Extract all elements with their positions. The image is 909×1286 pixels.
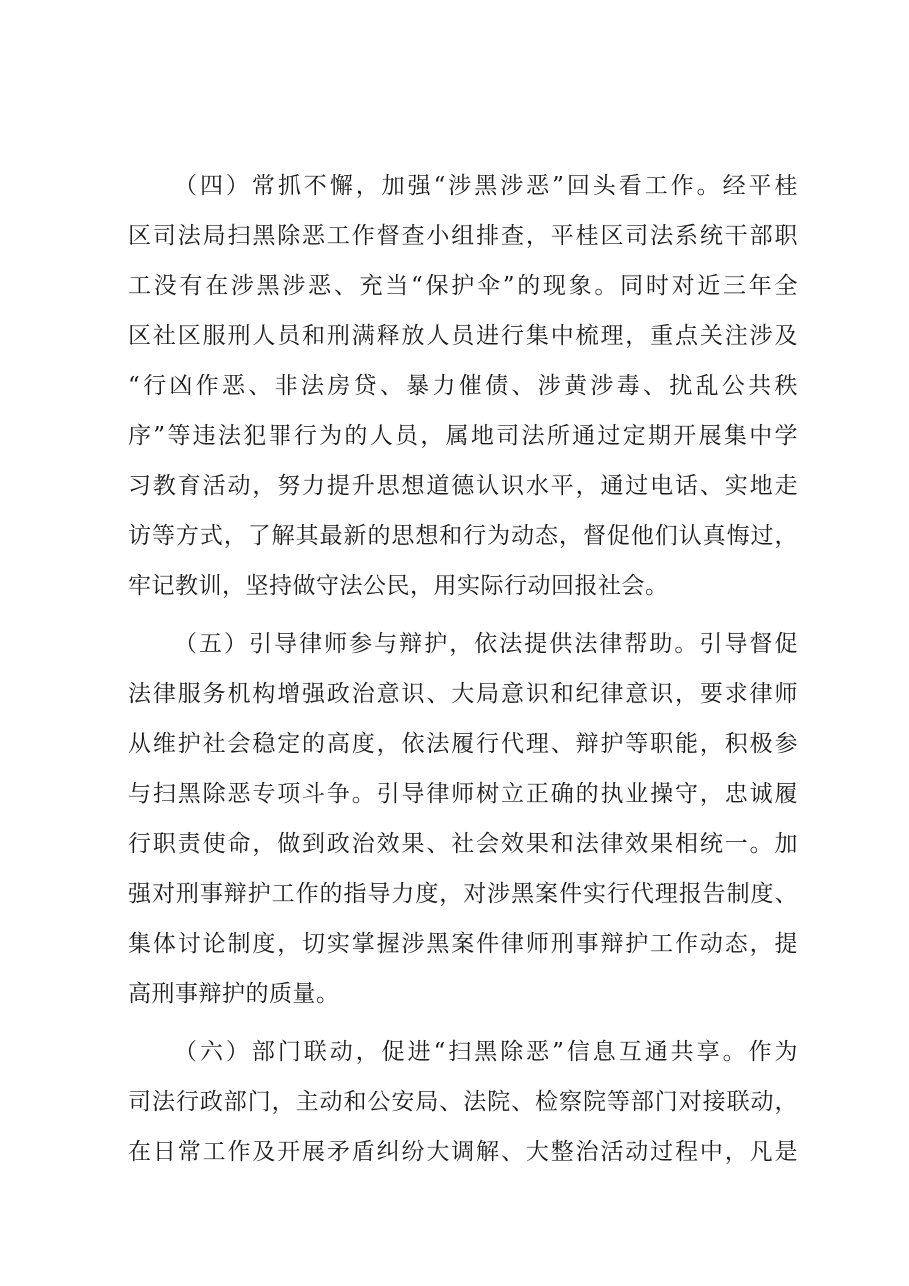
paragraph-line: 工没有在涉黑涉恶、充当“保护伞”的现象。同时对近三年全 <box>128 273 798 299</box>
paragraph-line: （六）部门联动，促进“扫黑除恶”信息互通共享。作为 <box>174 1039 798 1065</box>
paragraph-line: 高刑事辩护的质量。 <box>128 981 340 1007</box>
paragraph-line: 访等方式，了解其最新的思想和行为动态，督促他们认真悔过， <box>128 523 798 549</box>
paragraph-line: 司法行政部门，主动和公安局、法院、检察院等部门对接联动， <box>128 1089 798 1115</box>
paragraph-line: 从维护社会稳定的高度，依法履行代理、辩护等职能，积极参 <box>128 731 798 757</box>
paragraph-line: 在日常工作及开展矛盾纠纷大调解、大整治活动过程中，凡是 <box>128 1139 798 1165</box>
paragraph-line: “行凶作恶、非法房贷、暴力催债、涉黄涉毒、扰乱公共秩 <box>128 373 798 399</box>
paragraph-line: 与扫黑除恶专项斗争。引导律师树立正确的执业操守，忠诚履 <box>128 781 798 807</box>
paragraph-line: 区司法局扫黑除恶工作督查小组排查，平桂区司法系统干部职 <box>128 223 798 249</box>
paragraph-line: 行职责使命，做到政治效果、社会效果和法律效果相统一。加 <box>128 831 798 857</box>
paragraph-line: 习教育活动，努力提升思想道德认识水平，通过电话、实地走 <box>128 473 798 499</box>
paragraph-line: 集体讨论制度，切实掌握涉黑案件律师刑事辩护工作动态，提 <box>128 931 798 957</box>
paragraph-line: （五）引导律师参与辩护，依法提供法律帮助。引导督促 <box>174 631 798 657</box>
paragraph-line: 强对刑事辩护工作的指导力度，对涉黑案件实行代理报告制度、 <box>128 881 798 907</box>
paragraph-line: 序”等违法犯罪行为的人员，属地司法所通过定期开展集中学 <box>128 423 798 449</box>
paragraph-line: 法律服务机构增强政治意识、大局意识和纪律意识，要求律师 <box>128 681 798 707</box>
paragraph-line: （四）常抓不懈，加强“涉黑涉恶”回头看工作。经平桂 <box>174 173 798 199</box>
paragraph-line: 牢记教训，坚持做守法公民，用实际行动回报社会。 <box>128 573 669 599</box>
paragraph-line: 区社区服刑人员和刑满释放人员进行集中梳理，重点关注涉及 <box>128 323 798 349</box>
